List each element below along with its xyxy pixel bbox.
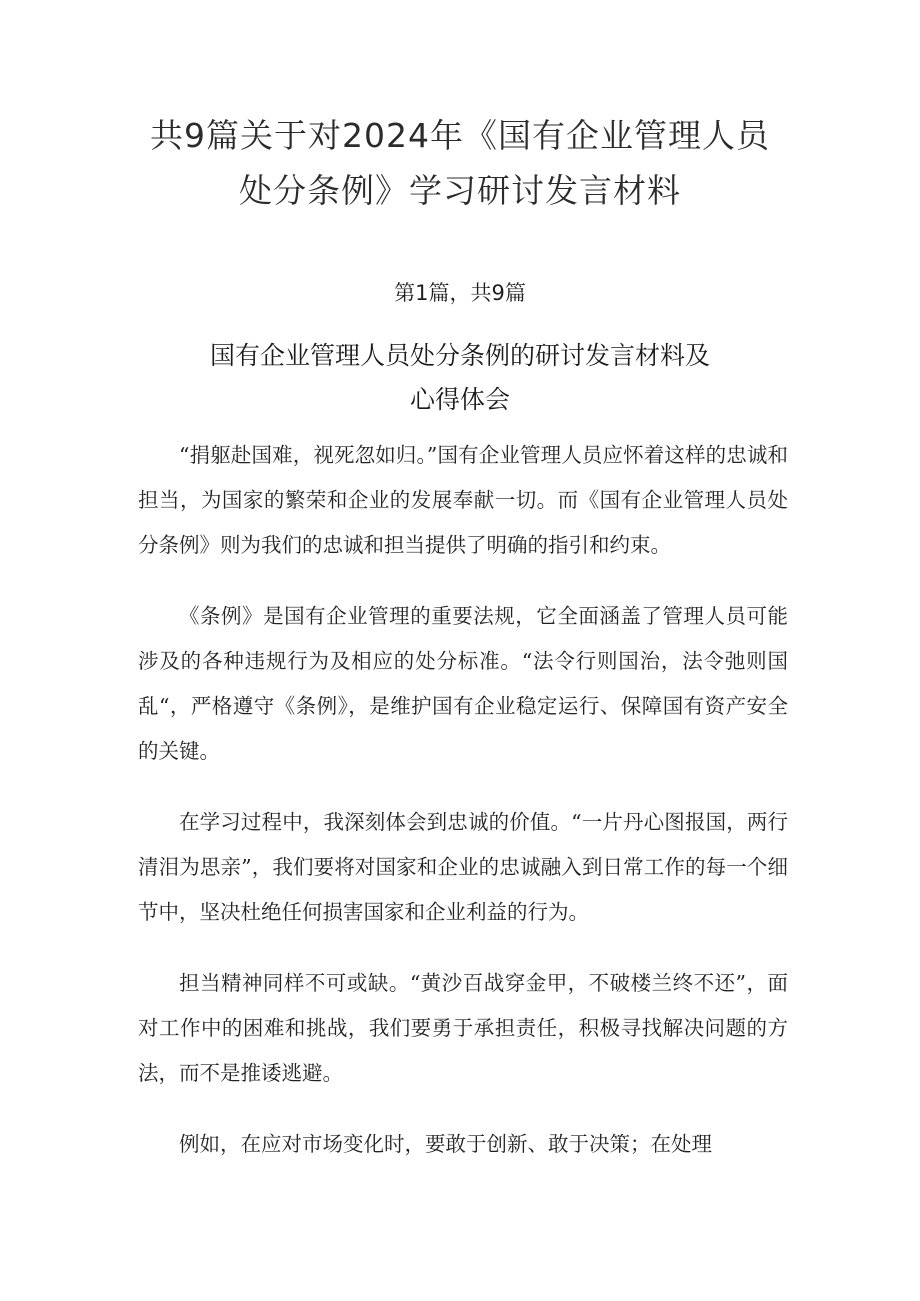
document-title [120,108,800,218]
section-title-line-2: 心得体会 [409,385,510,414]
section-title-line-1: 国有企业管理人员处分条例的研讨发言材料及 [209,341,710,370]
paragraph: 例如，在应对市场变化时，要敢于创新、敢于决策；在处理 [179,1132,712,1156]
paragraph: “捐躯赴国难，视死忽如归。”国有企业管理人员应怀着这样的忠诚和担当，为国家的繁荣和企业的发展奉献一切。而《国有企业管理人员处分条例》则为我们的忠诚和担当提供了明确的指引和约束。 [138,443,788,557]
part-label: 第1篇，共9篇 [394,281,526,305]
section-title [140,334,780,422]
paragraph: 在学习过程中，我深刻体会到忠诚的价值。“一片丹心图报国，两行清泪为思亲”，我们要将对国家和企业的忠诚融入到日常工作的每一个细节中，坚决杜绝任何损害国家和企业利益的行为。 [138,810,788,924]
body-text [138,433,788,1193]
document-title-line-1: 共9篇关于对2024年《国有企业管理人员 [150,116,770,155]
paragraph: 《条例》是国有企业管理的重要法规，它全面涵盖了管理人员可能涉及的各种违规行为及相应的处分标准。“法令行则国治，法令弛则国乱“，严格遵守《条例》，是维护国有企业稳定运行、保障国有资产安全的关键。 [138,604,788,763]
paragraph: 担当精神同样不可或缺。“黄沙百战穿金甲，不破楼兰终不还”，面对工作中的困难和挑战，我们要勇于承担责任，积极寻找解决问题的方法，而不是推诿逃避。 [138,971,788,1085]
document-title-line-2: 处分条例》学习研讨发言材料 [239,171,681,210]
